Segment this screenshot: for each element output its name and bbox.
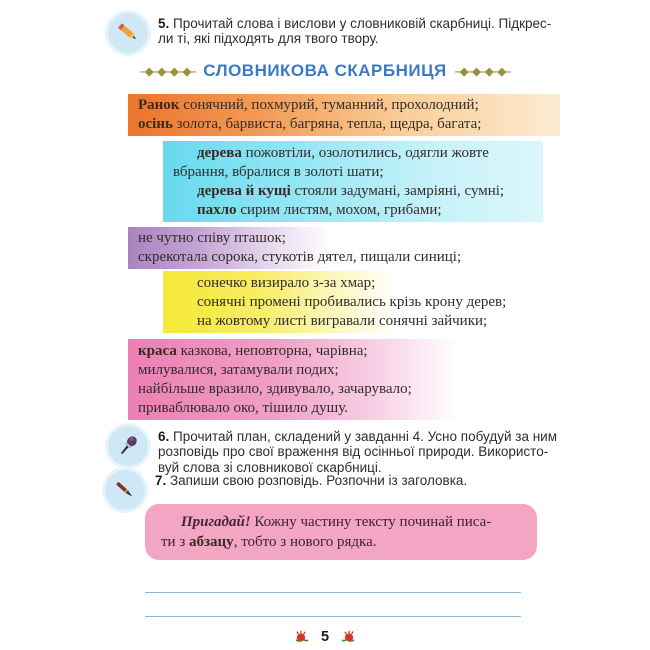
text-line — [173, 293, 530, 312]
keyword: Ранок — [138, 97, 180, 113]
text-run: Кожну частину тексту починай писа- — [250, 514, 492, 530]
vocab-block-trees — [163, 141, 543, 222]
task-6-text — [158, 426, 558, 475]
text-run: сонечко визирало з-за хмар; — [197, 275, 376, 291]
keyword-italic: Пригадай! — [181, 514, 251, 530]
text-run: на жовтому листі вигравали сонячні зайчики; — [197, 313, 488, 329]
task-text-line: 6. Прочитай план, складений у завданні 4. Усно побудуй за ним — [158, 429, 557, 444]
task-5 — [108, 13, 558, 53]
text-run: не чутно співу пташок; — [138, 230, 286, 246]
text-run: найбільше вразило, здивувало, зачарувало; — [138, 381, 412, 397]
vocab-block-birds — [128, 227, 520, 269]
text-line — [173, 274, 530, 293]
vocab-section-header — [90, 61, 560, 81]
text-line — [138, 115, 550, 134]
task-6 — [108, 426, 558, 475]
text-run: приваблювало око, тішило душу. — [138, 400, 348, 416]
vocab-block-beauty — [128, 339, 540, 420]
text-run: золота, барвиста, багряна, тепла, щедра, багата; — [172, 116, 482, 132]
text-line — [161, 512, 521, 532]
text-run: пожовтіли, озолотились, одягли жовте — [241, 145, 489, 161]
task-text-line: вуй слова зі словникової скарбниці. — [158, 459, 382, 475]
page-number: 5 — [320, 629, 330, 645]
task-text-line: ли ті, які підходять для твого твору. — [158, 31, 379, 47]
text-line — [173, 182, 533, 201]
ornament-left: –◆–◆–◆–◆– — [139, 65, 196, 78]
text-line — [138, 96, 550, 115]
text-line — [138, 342, 530, 361]
reminder-box — [145, 504, 537, 560]
pencil-icon — [108, 13, 148, 53]
text-run: , тобто з нового рядка. — [233, 534, 377, 550]
text-run: вбрання, вбралися в золоті шати; — [173, 164, 384, 180]
keyword: пахло — [197, 202, 237, 218]
text-run: сонячний, похмурий, туманний, прохолодний; — [179, 97, 479, 113]
text-line — [173, 163, 533, 182]
keyword: абзацу — [189, 534, 234, 550]
text-line — [173, 144, 533, 163]
text-run: стояли задумані, замріяні, сумні; — [290, 183, 505, 199]
text-run: казкова, неповторна, чарівна; — [176, 343, 368, 359]
text-line — [161, 532, 521, 552]
text-run: ти з — [161, 534, 190, 550]
pen-icon-glyph — [112, 477, 138, 503]
keyword: осінь — [138, 116, 173, 132]
task-text-line: 5. Прочитай слова і вислови у словниковій скарбниці. Підкрес- — [158, 16, 552, 31]
pen-icon — [105, 470, 145, 510]
text-run: сонячні промені пробивались крізь крону дерев; — [197, 294, 507, 310]
red-flower-icon — [338, 630, 356, 644]
section-title: СЛОВНИКОВА СКАРБНИЦЯ — [203, 61, 447, 80]
text-run: милувалися, затамували подих; — [138, 362, 339, 378]
text-line — [138, 229, 510, 248]
keyword: краса — [138, 343, 177, 359]
microphone-icon — [108, 426, 148, 466]
vocab-block-morning-autumn — [128, 94, 560, 136]
task-text-line: розповідь про свої враження від осінньої природи. Використо- — [158, 444, 549, 460]
task-5-text — [158, 13, 558, 47]
task-number: 6. — [158, 429, 174, 444]
task-number: 7. — [155, 473, 171, 488]
page-footer — [0, 629, 650, 645]
task-7-text — [155, 470, 555, 488]
task-text-line: 7. Запиши свою розповідь. Розпочни із заголовка. — [155, 473, 468, 488]
keyword: дерева — [197, 145, 242, 161]
pencil-icon-glyph — [115, 20, 141, 46]
writing-line — [145, 616, 521, 617]
ornament-right: –◆–◆–◆–◆– — [454, 65, 511, 78]
text-line — [138, 361, 530, 380]
text-run: сирим листям, мохом, грибами; — [236, 202, 442, 218]
red-flower-icon — [294, 630, 312, 644]
text-line — [138, 399, 530, 418]
text-line — [173, 312, 530, 331]
text-line — [138, 380, 530, 399]
keyword: дерева й кущі — [197, 183, 291, 199]
task-number: 5. — [158, 16, 174, 31]
text-run: скрекотала сорока, стукотів дятел, пищали синиці; — [138, 249, 462, 265]
text-line — [138, 248, 510, 267]
writing-line — [145, 592, 521, 593]
text-line — [173, 201, 533, 220]
microphone-icon-glyph — [115, 433, 141, 459]
vocab-block-sun — [163, 271, 540, 333]
